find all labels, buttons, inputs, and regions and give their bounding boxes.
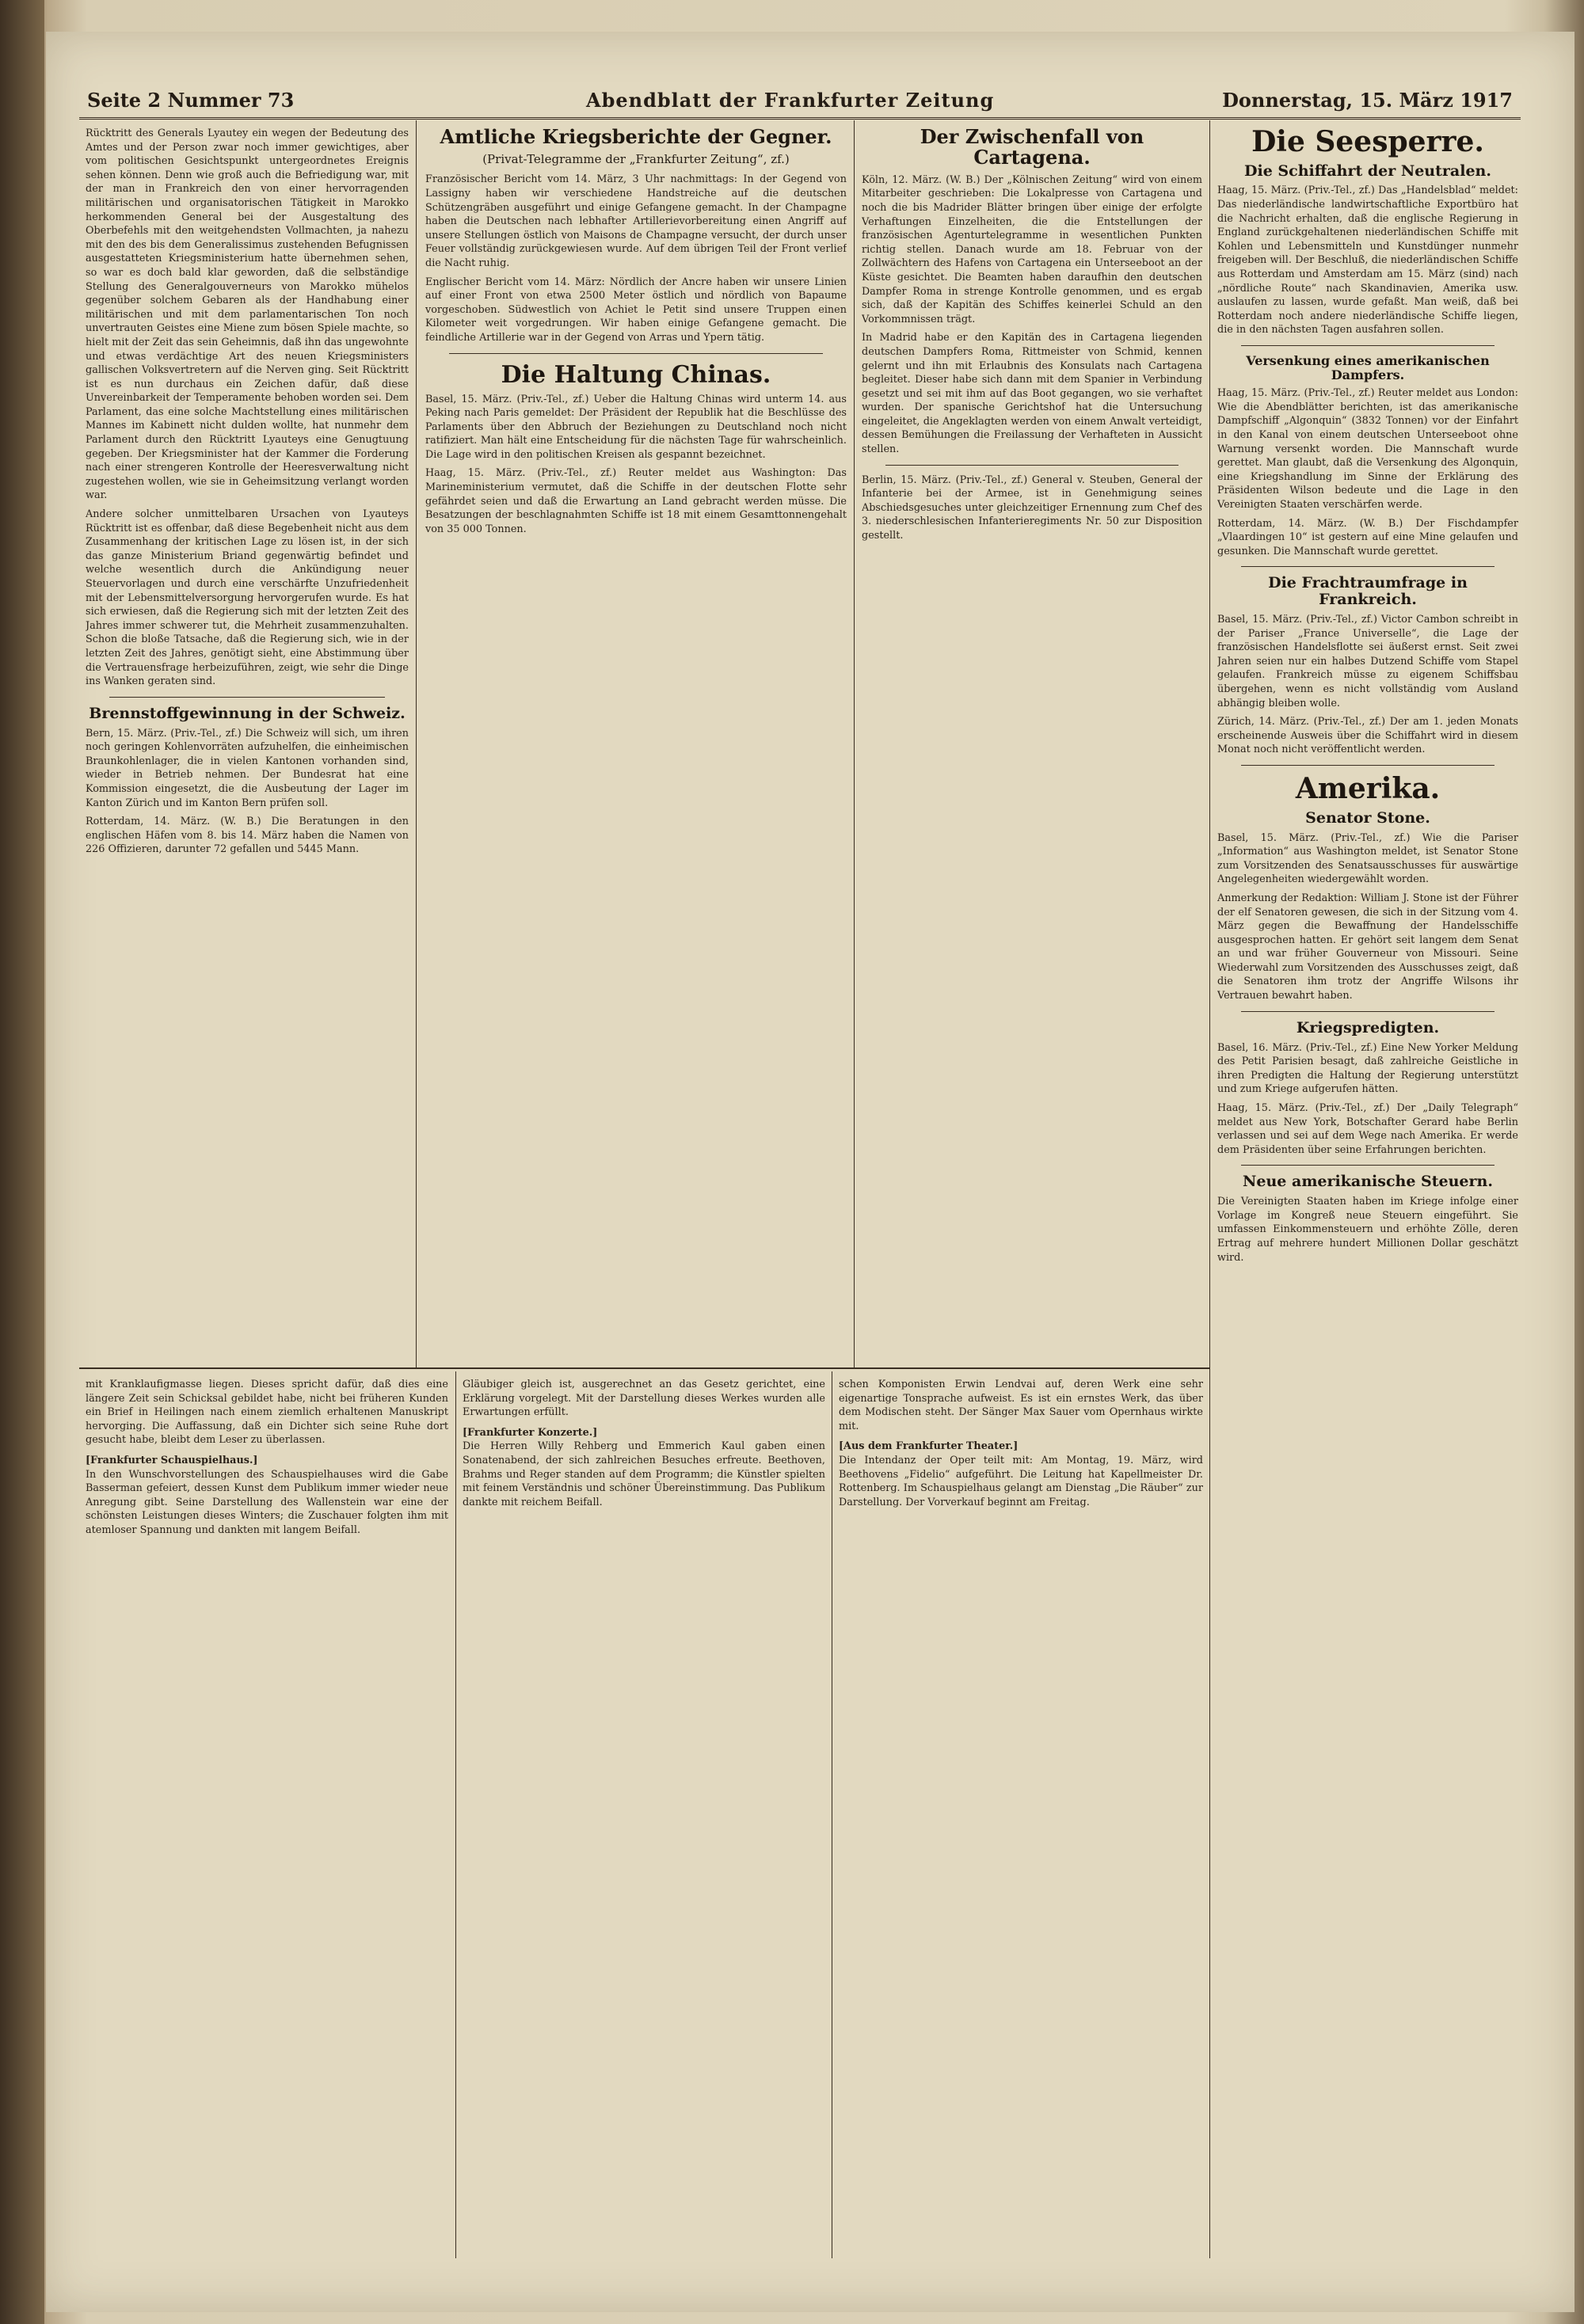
article-steuern: Die Vereinigten Staaten haben im Kriege infolge einer Vorlage im Kongreß neue Steuern eingeführt. Sie umfassen Einkommensteuern und erhöhte Zölle, deren Ertrag auf mehrere hundert Millionen Dollar geschätzt wird.: [1217, 1196, 1518, 1264]
feuilleton-head-konzerte: [Frankfurter Konzerte.]: [463, 1426, 598, 1439]
divider: [449, 353, 823, 354]
article-china: Basel, 15. März. (Priv.-Tel., zf.) Ueber die Haltung Chinas wird unterm 14. aus Peking nach Paris gemeldet: Der Präsident der Republik hat die Beschlüsse des Parlaments über den Abbruch der Beziehungen zu Deutschland noch nicht ratifiziert. Man hält eine Entscheidung für die nächsten Tage für wahrscheinlich. Die Lage wird in den politischen Kreisen als gespannt bezeichnet.: [425, 393, 847, 461]
article-schiffahrt: Haag, 15. März. (Priv.-Tel., zf.) Das „Handelsblad“ meldet: Das niederländische landwirtschaftliche Exportbüro hat die Nachricht erhalten, daß die englische Regierung in England zurückgehaltenen niederländischen Schiffe mit Kohlen und Lebensmitteln und Kunstdünger nunmehr freigeben will. Der Beschluß, die niederländischen Schiffe aus Rotterdam und Amsterdam am 15. März (sind) nach „nördliche Route“ nach Skandinavien, Amerika usw. auslaufen zu lassen, wurde gefaßt. Man weiß, daß bei Rotterdam noch andere niederländische Schiffe liegen, die in den nächsten Tagen ausfahren sollen.: [1217, 184, 1518, 337]
article-kriegspredigten: Basel, 16. März. (Priv.-Tel., zf.) Eine New Yorker Meldung des Petit Parisien besagt, daß zahlreiche Geistliche in ihren Predigten die Haltung der Regierung unterstützt und zum Kriege aufgerufen hätten.: [1217, 1041, 1518, 1096]
headline-brennstoff: Brennstoffgewinnung in der Schweiz.: [89, 704, 406, 722]
feuilleton-text: mit Kranklaufigmasse liegen. Dieses spricht dafür, daß dies eine längere Zeit sein Schicksal gebildet habe, nicht bei früheren Kunden ein Brief in Heilingen nach einem ziemlich erhaltenen Manuskript hervorging. Die Auffassung, daß ein Dichter sich seine Ruhe dort gesucht habe, bleibt dem Leser zu überlassen.: [86, 1379, 448, 1447]
article-telegraph: Haag, 15. März. (Priv.-Tel., zf.) Der „Daily Telegraph“ meldet aus New York, Botschafter Gerard habe Berlin verlassen und sei auf dem Wege nach Amerika. Er werde dem Präsidenten über seine Erfahrungen berichten.: [1217, 1101, 1518, 1156]
article-zuerich: Zürich, 14. März. (Priv.-Tel., zf.) Der am 1. jeden Monats erscheinende Ausweis über die Schiffahrt wird in diesem Monat noch nicht veröffentlicht werden.: [1217, 716, 1518, 756]
article-stone: Basel, 15. März. (Priv.-Tel., zf.) Wie die Pariser „Information“ aus Washington meldet, ist Senator Stone zum Vorsitzenden des Senatsausschusses für auswärtige Angelegenheiten wiedergewählt worden.: [1217, 831, 1518, 886]
binding-edge: [0, 0, 44, 2324]
page-date: Donnerstag, 15. März 1917: [1222, 89, 1513, 112]
article-brennstoff: Bern, 15. März. (Priv.-Tel., zf.) Die Schweiz will sich, um ihren noch geringen Kohlenvorräten aufzuhelfen, die einheimischen Braunkohlenlager, die in vielen Kantonen vorhanden sind, wieder in Betrieb nehmen. Der Bundesrat hat eine Kommission eingesetzt, die die Ausbeutung der Lager im Kanton Zürich und im Kanton Bern prüfen soll.: [86, 727, 409, 809]
headline-amerika: Amerika.: [1295, 772, 1441, 806]
subhead-privat: (Privat-Telegramme der „Frankfurter Zeitung“, zf.): [482, 152, 790, 167]
page-header: [79, 86, 1521, 120]
column-4: [1217, 127, 1518, 2257]
feuilleton-column-2: [463, 1378, 825, 2257]
headline-stone: Senator Stone.: [1305, 808, 1430, 827]
article-berlin: Berlin, 15. März. (Priv.-Tel., zf.) General v. Steuben, General der Infanterie bei der Armee, ist in Genehmigung seines Abschiedsgesuches unter gleichzeitiger Ernennung zum Chef des 3. niederschlesischen Infanterieregiments Nr. 50 zur Disposition gestellt.: [862, 474, 1202, 542]
headline-steuern: Neue amerikanische Steuern.: [1243, 1173, 1493, 1191]
article-lyautey: Rücktritt des Generals Lyautey ein wegen der Bedeutung des Amtes und der Person zwar noch immer gewichtiges, aber vom politischen Gesichtspunkt untergeordnetes Ereignis sehen können. Denn wie groß auch die Befriedigung war, mit der man in Frankreich den von einer hervorragenden militärischen und organisatorischen Tätigkeit in Marokko herkommenden General bei der Ausgestaltung des Oberbefehls mit den weitgehendsten Vollmachten, ja nahezu mit den des bis dem Generalissimus zustehenden Befugnissen ausgestatteten Kriegsministerium hatte übernehmen sehen, so war es doch bald klar geworden, daß die selbständige Stellung des Generalgouverneurs von Marokko mühelos gegenüber solchem Gebaren als der Handhabung einer militärischen und mit dem parlamentarischen Ton noch unvertrauten Geistes eine Miene zum bösen Spiele machte, so hielt mit der Zeit das sein Geheimnis, daß ihn das ungewohnte und etwas verdächtige Art des neuen Kriegsministers gallischen Volksvertretern auf die Nerven ging. Seit Rücktritt ist es nun durchaus ein Zeichen dafür, daß diese Unvereinbarkeit der Temperamente behoben worden sei. Dem Parlament, das eine solche Machtstellung eines militärischen Mannes im Kabinett nicht dulden wollte, hat nunmehr dem Parlament durch den Rücktritt Lyauteys eine Genugtuung gegeben. Der Kriegsminister hat der Kammer die Forderung nach einer strengeren Kontrolle der Heeresverwaltung nicht zugestehen wollen, wie sie in Geheimsitzung verlangt worden war.: [86, 127, 409, 502]
headline-seesperre: Die Seesperre.: [1251, 127, 1484, 158]
feuilleton-konzerte: Die Herren Willy Rehberg und Emmerich Kaul gaben einen Sonatenabend, der sich zahlreichen Besuches erfreute. Beethoven, Brahms und Reger standen auf dem Programm; die Künstler spielten mit feinem Verständnis und schöner Übereinstimmung. Das Publikum dankte mit reichem Beifall.: [463, 1440, 825, 1508]
article-rotterdam: Rotterdam, 14. März. (W. B.) Die Beratungen in den englischen Häfen vom 8. bis 14. März haben die Namen von 226 Offizieren, darunter 72 gefallen und 5445 Mann.: [86, 816, 409, 856]
divider: [109, 697, 385, 698]
column-3: [862, 127, 1202, 1362]
headline-versenkung: Versenkung eines amerikanischen Dampfers.: [1246, 353, 1490, 382]
article-engl-bericht: Englischer Bericht vom 14. März: Nördlich der Ancre haben wir unsere Linien auf einer Front von etwa 2500 Meter östlich und nördlich von Bapaume vorgeschoben. Südwestlich von Achiet le Petit sind unsere Truppen einen Kilometer weit vorgedrungen. Wir haben einige Gefangene gemacht. Die feindliche Artillerie war in der Gegend von Arras und Ypern tätig.: [425, 276, 847, 344]
headline-china: Die Haltung Chinas.: [501, 360, 771, 389]
headline-schiffahrt: Die Schiffahrt der Neutralen.: [1244, 162, 1491, 180]
article-lyautey-cont: Andere solcher unmittelbaren Ursachen von Lyauteys Rücktritt ist es offenbar, daß diese Begebenheit nicht aus dem Zusammenhang der kritischen Lage zu lösen ist, in der sich das ganze Ministerium Briand gegenwärtig befindet und welche wesentlich durch die Ankündigung neuer Steuervorlagen und durch eine verschärfte Unzufriedenheit mit der Lebensmittelversorgung hervorgerufen wurde. Es hat sich erwiesen, daß die Regierung sich mit der letzten Zeit des Jahres immer schwerer tut, die Mehrheit zusammenzuhalten. Schon die bloße Tatsache, daß die Regierung sich, wie in der letzten Zeit des Jahres, genötigt sieht, eine Abstimmung über die Vertrauensfrage herbeizuführen, zeigt, wie sehr die Dinge ins Wanken geraten sind.: [86, 508, 409, 688]
headline-kriegsberichte: Amtliche Kriegsberichte der Gegner.: [440, 127, 832, 148]
page-number: Seite 2 Nummer 73: [87, 89, 295, 112]
article-cartagena: Köln, 12. März. (W. B.) Der „Kölnischen Zeitung“ wird von einem Mitarbeiter geschrieben: Die Lokalpresse von Cartagena und noch die bis Madrider Blätter bringen über einige der erfolgte Verhaftungen Einzelheiten, die die Entstellungen der französischen Agenturtelegramme in wesentlichen Punkten richtig stellen. Danach wurde am 18. Februar von der Zollwächtern des Hafens von Cartagena ein Unterseeboot an der Küste gesichtet. Die Beamten haben daraufhin den deutschen Dampfer Roma in strenge Kontrolle genommen, und es ergab sich, daß der Kapitän des Schiffes keinerlei Schuld an den Vorkommnissen trägt.: [862, 173, 1202, 325]
feuilleton-column-3: [839, 1378, 1203, 2257]
column-rule: [854, 120, 855, 1367]
divider: [1241, 566, 1495, 567]
headline-kriegspredigten: Kriegspredigten.: [1296, 1018, 1440, 1036]
article-frachtraum: Basel, 15. März. (Priv.-Tel., zf.) Victor Cambon schreibt in der Pariser „France Universelle“, die Lage der französischen Handelsflotte sei äußerst ernst. Seit zwei Jahren seien nur ein halbes Dutzend Schiffe vom Stapel gelaufen. Frankreich müsse zu eigenem Schiffsbau übergehen, wenn es nicht vollständig vom Ausland abhängig bleiben wolle.: [1217, 614, 1518, 709]
article-washington: Haag, 15. März. (Priv.-Tel., zf.) Reuter meldet aus Washington: Das Marineministerium vermutet, daß die Schiffe in der deutschen Flotte sehr gefährdet seien und daß die Erwartung an Land gebracht werden müsse. Die Besatzungen der beschlagnahmten Schiffe ist 18 mit einem Gesamttonnengehalt von 35 000 Tonnen.: [425, 467, 847, 535]
feuilleton-text-3: schen Komponisten Erwin Lendvai auf, deren Werk eine sehr eigenartige Tonsprache aufweist. Es ist ein ernstes Werk, das über dem Modischen steht. Der Sänger Max Sauer vom Opernhaus wirkte mit.: [839, 1379, 1203, 1432]
divider: [1241, 345, 1495, 346]
article-cartagena-cont: In Madrid habe er den Kapitän des in Cartagena liegenden deutschen Dampfers Roma, Rittmeister von Schmid, kennen gelernt und ihn mit Erlaubnis des Konsulats nach Cartagena begleitet. Dieser habe sich dann mit dem Spanier in Verbindung gesetzt und sei mit ihm auf das Boot gegangen, wo sie verhaftet wurden. Der spanische Gerichtshof hat die Untersuchung eingeleitet, die Angeklagten werden von einem Anwalt verteidigt, dessen Bemühungen die Freilassung der Verhafteten in Aussicht stellen.: [862, 332, 1202, 456]
masthead: Abendblatt der Frankfurter Zeitung: [586, 89, 995, 112]
feuilleton-head-theater: [Aus dem Frankfurter Theater.]: [839, 1440, 1019, 1453]
column-rule: [1209, 120, 1210, 2258]
column-rule: [416, 120, 417, 1367]
feuilleton-theater: Die Intendanz der Oper teilt mit: Am Montag, 19. März, wird Beethovens „Fidelio“ aufgeführt. Die Leitung hat Kapellmeister Dr. Rottenberg. Im Schauspielhaus gelangt am Dienstag „Die Räuber“ zur Darstellung. Der Vorverkauf beginnt am Freitag.: [839, 1454, 1203, 1508]
article-versenkung: Haag, 15. März. (Priv.-Tel., zf.) Reuter meldet aus London: Wie die Abendblätter berichten, ist das amerikanische Dampfschiff „Algonquin“ (3832 Tonnen) vor der Einfahrt in den Kanal von einem deutschen Unterseeboot ohne Warnung versenkt worden. Die Mannschaft wurde gerettet. Man glaubt, daß die Versenkung des Algonquin, eine Kriegshandlung im Sinne der Erklärung des Präsidenten Wilson bedeute und die Lage in den Vereinigten Staaten verschärfen werde.: [1217, 387, 1518, 511]
column-1: [86, 127, 409, 1362]
divider: [885, 465, 1178, 466]
feuilleton-schauspielhaus: In den Wunschvorstellungen des Schauspielhauses wird die Gabe Basserman gefeiert, dessen Kunst dem Publikum immer wieder neue Anregung gibt. Seine Darstellung des Wallenstein war eine der schönsten Leistungen dieses Winters; die Zuschauer folgten ihm mit atemloser Spannung und dankten mit langem Beifall.: [86, 1468, 448, 1536]
feuilleton-text-2: Gläubiger gleich ist, ausgerechnet an das Gesetz gerichtet, eine Erklärung vorgelegt. Mit der Darstellung dieses Werkes wurden alle Erwartungen erfüllt.: [463, 1379, 825, 1419]
section-rule: [79, 1367, 1209, 1369]
column-2: [425, 127, 847, 1362]
article-franz-bericht: Französischer Bericht vom 14. März, 3 Uhr nachmittags: In der Gegend von Lassigny haben wir verschiedene Handstreiche auf die deutschen Schützengräben ausgeführt und einige Gefangene gemacht. In der Champagne haben die Deutschen nach lebhafter Artillerievorbereitung einen Angriff auf unsere Stellungen östlich von Maisons de Champagne versucht, der durch unser Feuer vollständig zurückgewiesen wurde. Auf dem übrigen Teil der Front verlief die Nacht ruhig.: [425, 173, 847, 269]
divider: [1241, 1165, 1495, 1166]
headline-frachtraum: Die Frachtraumfrage in Frankreich.: [1268, 574, 1468, 609]
article-stone-note: Anmerkung der Redaktion: William J. Stone ist der Führer der elf Senatoren gewesen, die sich in der Sitzung vom 4. März gegen die Bewaffnung der Handelsschiffe ausgesprochen hatten. Er gehört seit langem dem Senat an und war früher Gouverneur von Missouri. Seine Wiederwahl zum Vorsitzenden des Ausschusses zeigt, daß die Senatoren ihm trotz der Angriffe Wilsons ihr Vertrauen bewahrt haben.: [1217, 892, 1518, 1002]
feuilleton-head-schauspielhaus: [Frankfurter Schauspielhaus.]: [86, 1454, 258, 1466]
column-rule: [455, 1371, 456, 2258]
divider: [1241, 765, 1495, 766]
divider: [1241, 1011, 1495, 1012]
headline-cartagena: Der Zwischenfall von Cartagena.: [920, 127, 1144, 169]
feuilleton-column-1: [86, 1378, 448, 2257]
article-vlaardingen: Rotterdam, 14. März. (W. B.) Der Fischdampfer „Vlaardingen 10“ ist gestern auf eine Mine gelaufen und gesunken. Die Mannschaft wurde gerettet.: [1217, 517, 1518, 557]
